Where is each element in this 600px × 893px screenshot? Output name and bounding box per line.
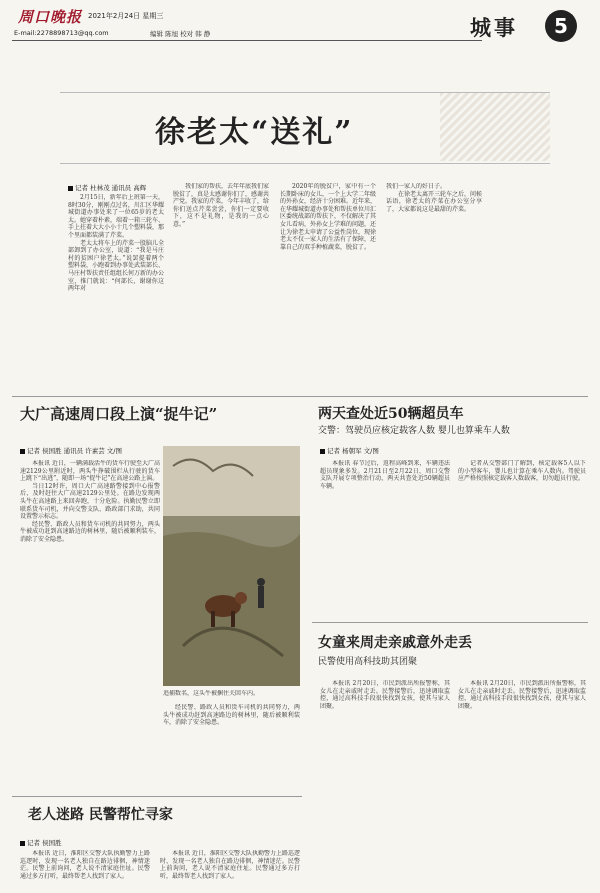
article-a-paragraph: 经民警、路政人员和货车司机的共同努力，两头牛被成功赶到高速路边的树林里，随后被顺利装车，消除了安全隐患。 — [163, 704, 300, 727]
lead-paragraph: 我们家的帮扶，去年年底我们家脱贫了，真是太感谢你们了，感谢共产党。我家的芹菜，今年丰收了，给你们送点芹菜尝尝，你们一定要收下，这不是礼物，是我的一点心意。” — [173, 183, 269, 228]
article-d-divider — [12, 796, 302, 797]
page-number-badge — [545, 10, 577, 42]
article-c-col-1 — [320, 680, 450, 790]
article-d-byline — [20, 838, 62, 847]
article-d-paragraph: 本报讯 近日，淮阳区交警大队执勤警力上路巡逻时，发现一名老人独自在路边徘徊，神情迷茫。民警上前询问，老人说不清家庭住址。民警通过多方打听，最终帮老人找到了家人。 — [160, 850, 300, 880]
article-d-paragraph: 本报讯 近日，淮阳区交警大队执勤警力上路巡逻时，发现一名老人独自在路边徘徊，神情迷茫。民警上前询问，老人说不清家庭住址。民警通过多方打听，最终帮老人找到了家人。 — [20, 850, 150, 880]
article-b-divider — [312, 622, 588, 623]
article-a-byline-text: 记者 侯国胜 通讯员 许素芸 文/图 — [27, 447, 122, 455]
article-b-title: 两天查处近50辆超员车 — [318, 406, 464, 422]
logo-text: 周口晚报 — [18, 8, 83, 26]
article-a-caption: 追捕数名，这头牛被捆住关回车内。 — [163, 690, 260, 697]
header-rule — [12, 40, 482, 41]
lead-byline — [68, 183, 146, 192]
article-d-title: 老人迷路 民警帮忙寻家 — [28, 807, 173, 823]
article-c-subtitle: 民警使用高科技助其团聚 — [318, 657, 418, 667]
header-email: E-mail:2278898713@qq.com — [14, 29, 109, 37]
article-c-title: 女童来周走亲戚意外走丢 — [318, 635, 472, 651]
header-editor: 编辑 陈旭 校对 韩 静 — [150, 30, 211, 38]
lead-col-2 — [173, 183, 269, 388]
article-d-col-1 — [20, 850, 150, 890]
lead-col-1 — [68, 194, 164, 384]
lead-paragraph: 2020年的脱贫户，家中有一个长期卧床的女儿，一个上大学二年级的外孙女，经济十分困难。近年来，在华耀城街道办事处和帮扶单位川汇区委统战部的帮扶下，不仅解决了其女儿看病，外孙女上学难的问题，还让为徐老太申请了公益性岗位，现徐老太不仅一家人的生活有了保障，还靠自己的双手种植蔬菜，脱贫了。 — [280, 183, 376, 251]
lead-title: 徐老太“送礼” — [155, 115, 354, 150]
article-a-byline — [20, 446, 122, 455]
article-b-col-2 — [458, 460, 586, 610]
header-date: 2021年2月24日 星期三 — [88, 12, 164, 20]
lead-paragraph: 老太太将车上的芹菜一股脑儿全部卸到了办公室，说道：“我是马庄村的贫困户徐老太。”说罢提着两个塑料袋，小跑着到办事处武装部长、马庄村帮扶责任组组长何万新的办公室，推门就说：“何部长，谢谢你这两年对 — [68, 239, 164, 293]
article-c-col-2 — [458, 680, 586, 790]
masthead-logo — [18, 6, 88, 28]
article-b-byline-text: 记者 杨朝军 文/图 — [327, 447, 379, 455]
article-a-col-1 — [20, 460, 160, 790]
lead-col-4 — [386, 183, 482, 388]
article-a-paragraph: 当日12时许，周口大广高速路警接到中心报警后，及时赶往大广高速2129公里处。在路边发现两头牛在高速路上来回奔跑，十分危险。执勤民警立即联系货车司机，并向交警支队、路政部门求助，共同设置警示标志。 — [20, 482, 160, 521]
article-c-paragraph: 本报讯 2月20日，市民到派出所报警称，其女儿在走亲戚时走丢。民警接警后，迅速调取监控，通过高科技手段很快找到女孩，使其与家人团聚。 — [458, 680, 586, 710]
section-divider — [12, 396, 588, 397]
lead-paragraph: 2月15日，新年后上班第一天，8时30分，刚刚点过名，川汇区华耀城街道办事处来了一位65岁的老太太。她穿着朴素，端着一箱三轮车、手上拄着大大小小十几个塑料袋，那个里面都装满了芹菜。 — [68, 194, 164, 239]
lead-col-3 — [280, 183, 376, 388]
cow-photo-illustration — [163, 446, 300, 686]
lead-byline-text: 记者 杜林茂 通讯员 高辉 — [75, 184, 147, 192]
article-b-col-1 — [320, 460, 450, 610]
article-a-paragraph: 本报讯 近日，一辆满载活牛的货车行驶至大广高速2129公里附近时，两头牛挣破围栏从行驶的货车上跳下“出逃”，随即一场“捉牛记”在高速公路上演。 — [20, 460, 160, 483]
lead-paragraph: 我们一家人的好日子。 — [386, 183, 447, 190]
lead-banner — [60, 92, 550, 164]
page-number: 5 — [554, 14, 568, 38]
article-b-subtitle: 交警：驾驶员应核定载客人数 婴儿也算乘车人数 — [318, 426, 510, 436]
article-a-title: 大广高速周口段上演“捉牛记” — [20, 405, 218, 423]
article-b-paragraph: 记者从交警部门了解到，核定载客5人以下的小型客车，婴儿也计算在乘车人数内。驾驶员应严格按照核定载客人数载客，切勿超员行驶。 — [458, 460, 586, 483]
article-d-col-2 — [160, 850, 300, 890]
article-b-byline — [320, 446, 379, 455]
article-b-paragraph: 本报讯 春节过后，返程高峰到来，车辆违法超员现象多发。2月21日至2月22日，周口交警支队开展专项整治行动，两天共查处近50辆超员车辆。 — [320, 460, 450, 490]
lead-paragraph: 在徐老太离开三轮车之后，问候话语，徐老太的芹菜在办公室分享了，大家都说这是最甜的芹菜。 — [386, 190, 482, 213]
article-a-paragraph: 经民警、路政人员和货车司机的共同努力，两头牛被成功赶到高速路边的树林里，随后被顺利装车，消除了安全隐患。 — [20, 520, 160, 543]
lead-banner-shading — [440, 93, 550, 161]
article-d-byline-text: 记者 侯国胜 — [27, 839, 62, 847]
article-a-col-2 — [163, 704, 300, 774]
section-title: 城事 — [470, 15, 518, 40]
article-a-photo — [163, 446, 300, 686]
article-c-paragraph: 本报讯 2月20日，市民到派出所报警称，其女儿在走亲戚时走丢。民警接警后，迅速调取监控，通过高科技手段很快找到女孩，使其与家人团聚。 — [320, 680, 450, 710]
